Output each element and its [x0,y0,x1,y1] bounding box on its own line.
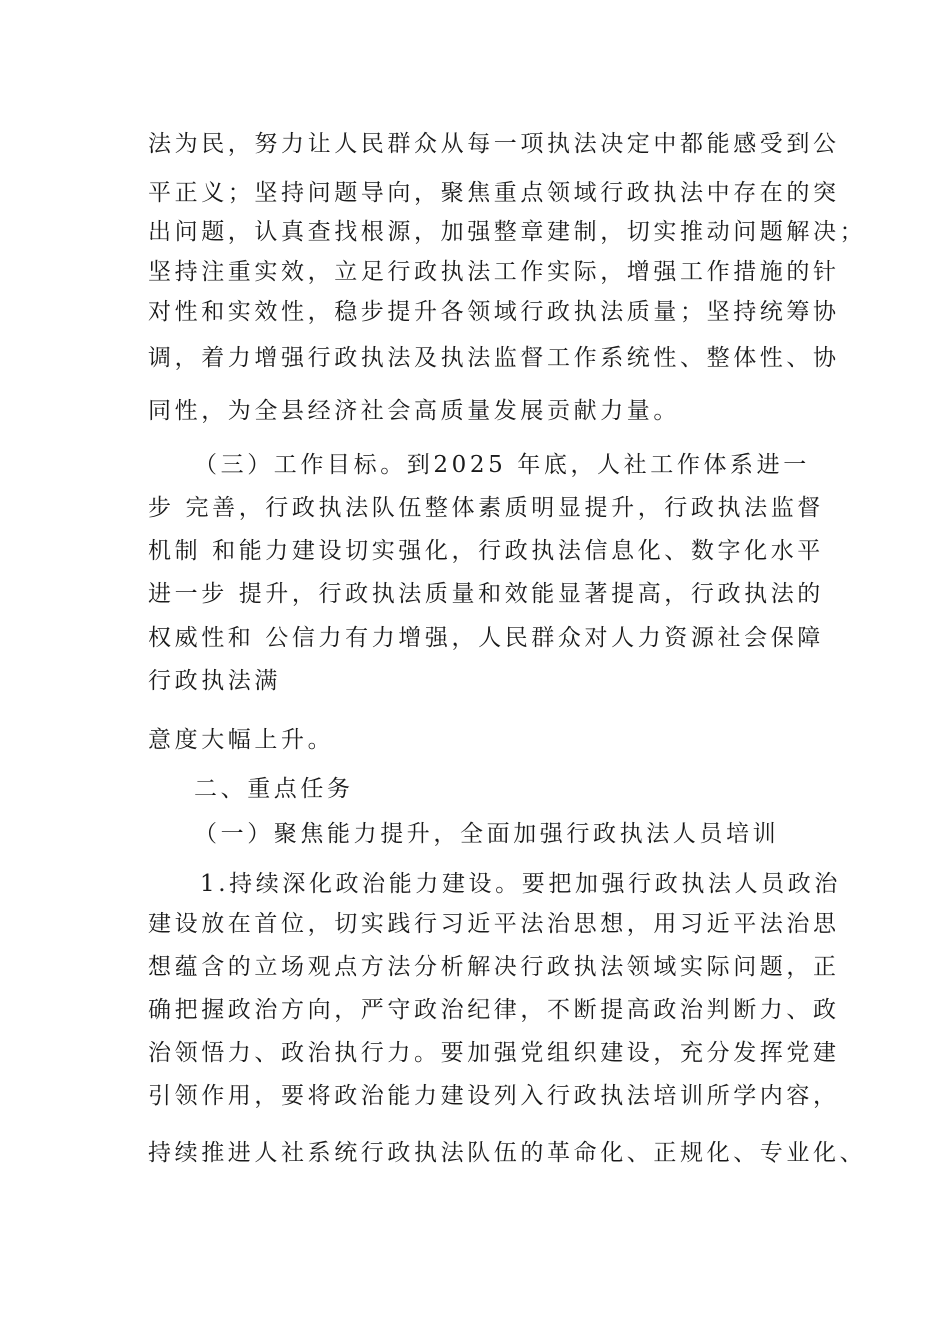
body-text-line: 确把握政治方向，严守政治纪律，不断提高政治判断力、政 [148,997,840,1023]
body-text-line: 行政执法满 [148,668,281,694]
body-text-line: 同性，为全县经济社会高质量发展贡献力量。 [148,398,680,424]
body-text-line: 平正义；坚持问题导向，聚焦重点领域行政执法中存在的突 [148,180,840,206]
body-text-line: 对性和实效性，稳步提升各领域行政执法质量；坚持统筹协 [148,299,840,325]
body-text-line: 权威性和 公信力有力增强，人民群众对人力资源社会保障 [148,625,824,651]
body-text-line: 机制 和能力建设切实强化，行政执法信息化、数字化水平 [148,538,824,564]
body-text-line: 坚持注重实效，立足行政执法工作实际，增强工作措施的针 [148,259,840,285]
body-text-line: 进一步 提升，行政执法质量和效能显著提高，行政执法的 [148,581,824,607]
section-heading-work-goal: （三）工作目标。到2025 年底，人社工作体系进一 [194,452,810,478]
numbered-paragraph-start: 1.持续深化政治能力建设。要把加强行政执法人员政治 [200,871,841,897]
body-text-line: 持续推进人社系统行政执法队伍的革命化、正规化、专业化、 [148,1140,867,1166]
body-text-line: 调，着力增强行政执法及执法监督工作系统性、整体性、协 [148,345,840,371]
body-text-line: 意度大幅上升。 [148,727,335,753]
body-text-line: 步 完善，行政执法队伍整体素质明显提升，行政执法监督 [148,495,824,521]
body-text-line: 治领悟力、政治执行力。要加强党组织建设，充分发挥党建 [148,1040,840,1066]
body-text-line: 引领作用，要将政治能力建设列入行政执法培训所学内容， [148,1083,840,1109]
subsection-heading-capability: （一）聚焦能力提升，全面加强行政执法人员培训 [194,821,780,847]
body-text-line: 法为民，努力让人民群众从每一项执法决定中都能感受到公 [148,131,840,157]
body-text-line: 想蕴含的立场观点方法分析解决行政执法领域实际问题，正 [148,954,840,980]
body-text-line: 建设放在首位，切实践行习近平法治思想，用习近平法治思 [148,911,840,937]
body-text-line: 出问题，认真查找根源，加强整章建制，切实推动问题解决； [148,219,867,245]
section-heading-key-tasks: 二、重点任务 [194,776,354,802]
